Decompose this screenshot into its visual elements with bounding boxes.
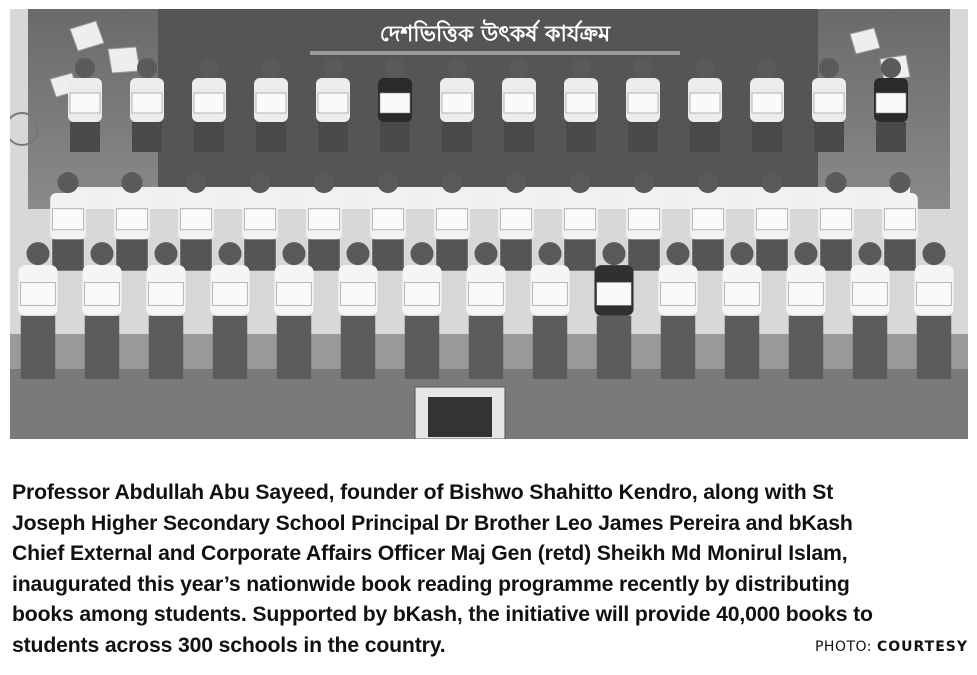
caption-line: books among students. Supported by bKash, the initiative will provide 40,000 books to [12,603,873,627]
photo-caption [12,478,968,662]
caption-line: inaugurated this year’s nationwide book reading programme recently by distributing [12,572,850,596]
photo-credit [815,639,968,655]
caption-line: students across 300 schools in the country. [12,633,446,657]
caption-line: Chief External and Corporate Affairs Officer Maj Gen (retd) Sheikh Md Monirul Islam, [12,542,848,566]
group-photo-scene [10,9,968,439]
caption-line: Professor Abdullah Abu Sayeed, founder of Bishwo Shahitto Kendro, along with St [12,481,834,504]
news-photo [10,9,968,439]
caption-line: Joseph Higher Secondary School Principal Dr Brother Leo James Pereira and bKash [12,511,853,535]
credit-source: COURTESY [876,639,968,655]
banner-title: দেশভিত্তিক উৎকর্ষ কার্যক্রম [379,22,611,47]
credit-label: PHOTO: [814,639,873,655]
